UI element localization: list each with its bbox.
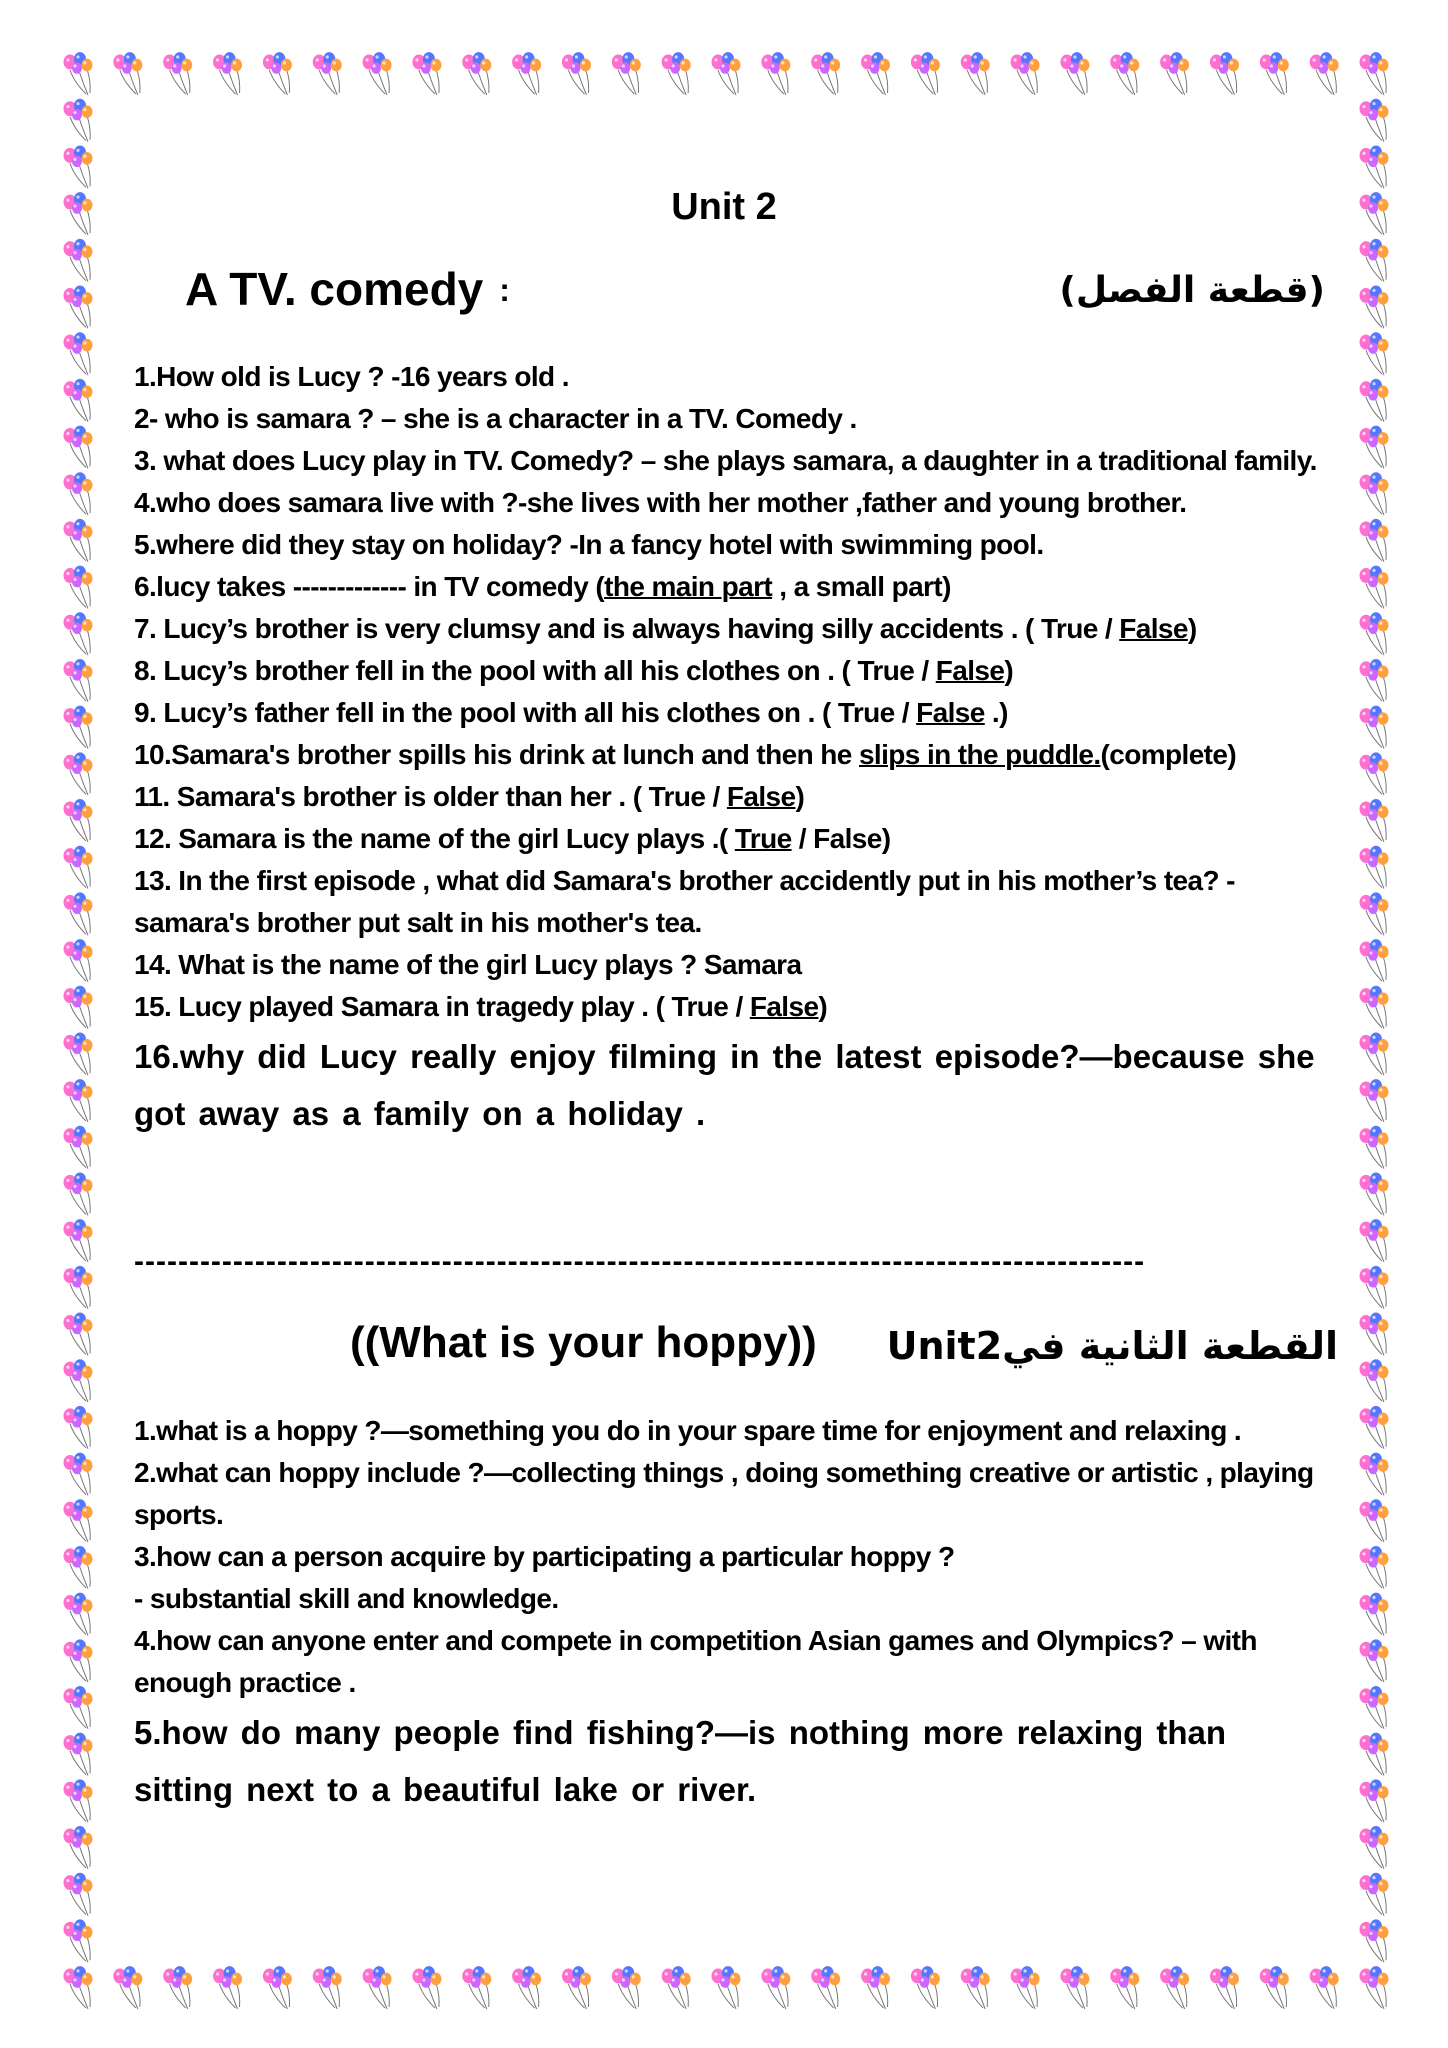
question-item: 5.where did they stay on holiday? -In a fancy hotel with swimming pool. [134,529,1044,560]
question-text: 6.lucy takes ------------- in TV comedy ( [134,571,605,602]
question-text: 8. Lucy’s brother fell in the pool with all his clothes on . ( True / [134,655,936,686]
question-text: 10.Samara's brother spills his drink at lunch and then he [134,739,859,770]
underlined-answer: False [1119,613,1188,644]
underlined-answer: the main part [604,571,773,602]
question-item [134,818,1329,860]
question-item [134,692,1329,734]
question-item [134,608,1329,650]
question-text-end: .) [984,697,1008,728]
question-text-end: ) [1187,613,1197,644]
section2-title: ((What is your hoppy)) [350,1318,817,1367]
section1-questions [134,356,1329,1142]
question-item [134,776,1329,818]
section1-arabic-label: (قطعة الفصل) [1059,270,1325,311]
underlined-answer: slips in the puddle. [858,739,1101,770]
question-text: 9. Lucy’s father fell in the pool with all his clothes on . ( True / [134,697,917,728]
question-item: 1.what is a hoppy ?—something you do in your spare time for enjoyment and relaxing . [134,1415,1242,1446]
question-text: 11. Samara's brother is older than her . ( True / [134,781,727,812]
section2-arabic-label: القطعة الثانية فيUnit2 [886,1324,1338,1368]
question-text: 7. Lucy’s brother is very clumsy and is always having silly accidents . ( True / [134,613,1120,644]
section-divider: -------------------------------------------------------------------------------------------- [134,1245,1146,1278]
section1-title: A TV. comedy : [185,263,510,315]
unit-title: Unit 2 [671,186,777,228]
question-text: 15. Lucy played Samara in tragedy play . ( True / [134,991,750,1022]
section2-questions [134,1410,1329,1818]
question-text-end: ) [795,781,805,812]
question-text-end: ) [818,991,828,1022]
question-item: 1.How old is Lucy ? -16 years old . [134,361,569,392]
question-item: 2- who is samara ? – she is a character in a TV. Comedy . [134,403,857,434]
section1-header [135,262,1325,322]
question-item: 3.how can a person acquire by participating a particular hoppy ? [134,1541,955,1572]
underlined-answer: True [734,823,792,854]
underlined-answer: False [935,655,1005,686]
question-item: 3. what does Lucy play in TV. Comedy? – she plays samara, a daughter in a traditional family. [134,445,1317,476]
underlined-answer: False [726,781,796,812]
question-item: 2.what can hoppy include ?—collecting things , doing something creative or artistic , playing sports. [134,1457,1314,1530]
question-item: 16.why did Lucy really enjoy filming in the latest episode?—because she got away as a family on a holiday . [134,1038,1315,1132]
question-item [134,566,1329,608]
question-item: 4.who does samara live with ?-she lives with her mother ,father and young brother. [134,487,1187,518]
question-item: 14. What is the name of the girl Lucy plays ? Samara [134,949,802,980]
question-item [134,650,1329,692]
question-text-end: (complete) [1100,739,1237,770]
section2-header [0,1318,1448,1388]
underlined-answer: False [916,697,985,728]
question-item: 13. In the first episode , what did Samara's brother accidently put in his mother’s tea? - samara's brother put salt in his mother's tea. [134,865,1235,938]
question-item: 4.how can anyone enter and compete in competition Asian games and Olympics? – with enough practice . [134,1625,1257,1698]
question-item [134,986,1329,1028]
underlined-answer: False [749,991,819,1022]
question-item: 5.how do many people find fishing?—is nothing more relaxing than sitting next to a beautiful lake or river. [134,1714,1227,1808]
question-item: - substantial skill and knowledge. [134,1583,559,1614]
question-text-end: , a small part) [772,571,951,602]
question-text-end: ) [1004,655,1014,686]
question-text: 12. Samara is the name of the girl Lucy plays .( [134,823,735,854]
question-text-end: / False) [791,823,891,854]
question-item [134,734,1329,776]
